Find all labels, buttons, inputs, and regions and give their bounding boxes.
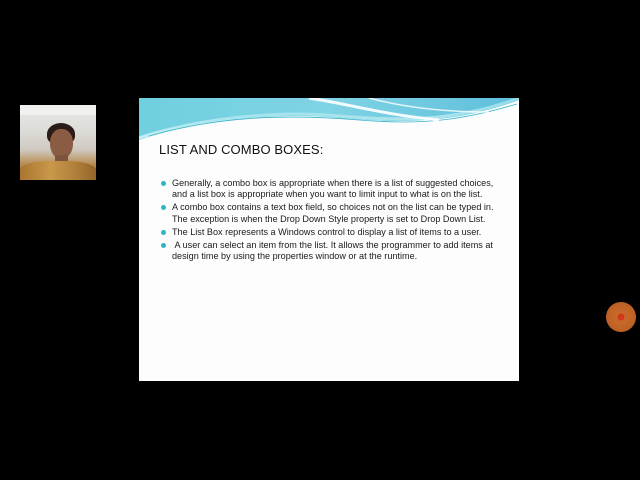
presenter-webcam: [20, 105, 96, 180]
bullet-text: The List Box represents a Windows control to display a list of items to a user.: [172, 226, 482, 237]
bullet-text: A combo box contains a text box field, so choices not on the list can be typed in. The exception is when the Drop Down Style property is set to Drop Down List.: [172, 202, 494, 224]
bullet-item: [161, 202, 501, 224]
bullet-dot-icon: [161, 230, 166, 235]
presenter-clothing: [20, 161, 96, 180]
slide-wave-banner: [139, 98, 519, 140]
bullet-dot-icon: [161, 181, 166, 186]
record-dot-icon: [606, 302, 636, 332]
bullet-text: A user can select an item from the list. It allows the programmer to add items at design time by using the properties window or at the runtime.: [172, 240, 496, 262]
webcam-background: [20, 105, 96, 115]
bullet-item: [161, 178, 501, 200]
bullet-item: [161, 240, 501, 262]
bullet-dot-icon: [161, 243, 166, 248]
presentation-slide: [139, 98, 519, 381]
bullet-text: Generally, a combo box is appropriate when there is a list of suggested choices, and a list box is appropriate when you want to limit input to what is on the list.: [172, 178, 494, 200]
bullet-dot-icon: [161, 205, 166, 210]
bullet-item: [161, 227, 501, 238]
floating-record-button[interactable]: [606, 302, 640, 332]
slide-title: LIST AND COMBO BOXES:: [159, 142, 324, 157]
bullet-list: [161, 178, 501, 264]
